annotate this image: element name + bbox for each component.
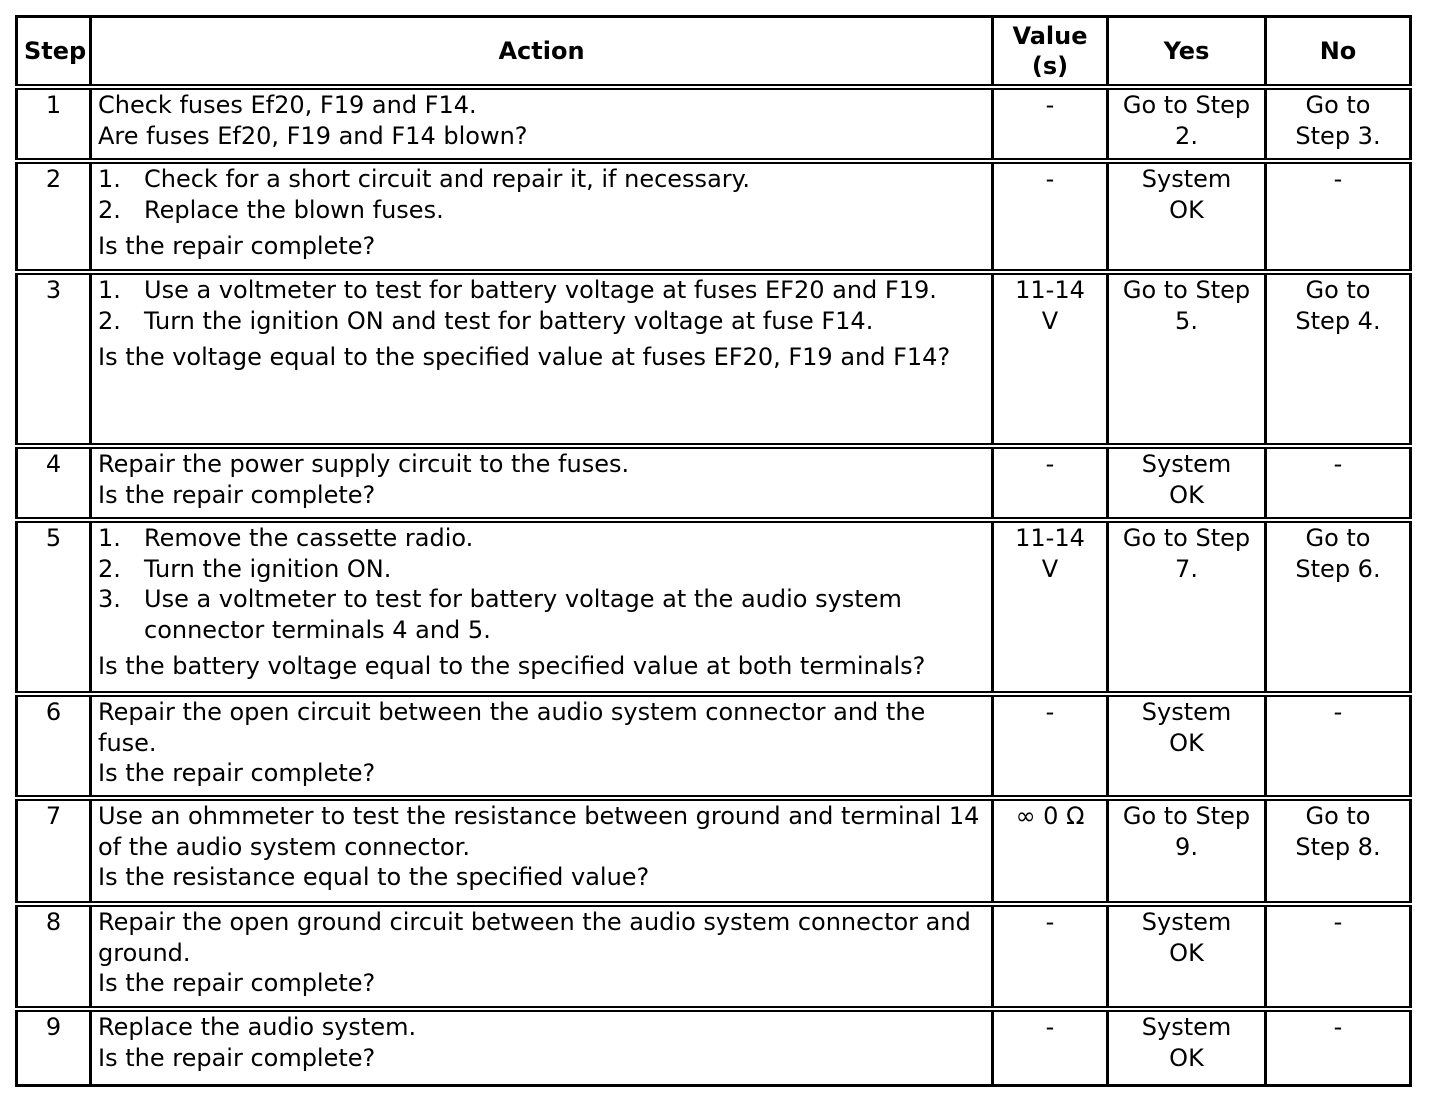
no-cell: Go to Step 3. <box>1266 87 1411 161</box>
table-row <box>17 446 1411 520</box>
table-body <box>17 87 1411 1085</box>
action-line: Are fuses Ef20, F19 and F14 blown? <box>98 121 528 150</box>
table-row <box>17 1009 1411 1085</box>
value-cell: - <box>993 694 1108 798</box>
action-line: Is the repair complete? <box>98 969 376 997</box>
yes-cell: System OK <box>1108 694 1266 798</box>
value-cell: ∞ 0 Ω <box>993 798 1108 904</box>
action-cell <box>91 904 993 1009</box>
action-list-item <box>98 164 985 195</box>
action-line: Use an ohmmeter to test the resistance between ground and terminal 14 of the audio system connector. <box>98 802 980 861</box>
list-item-number: 1. <box>98 524 121 552</box>
list-item-number: 2. <box>98 306 121 335</box>
yes-cell: Go to Step 7. <box>1108 520 1266 694</box>
no-cell: - <box>1266 446 1411 520</box>
action-question: Is the battery voltage equal to the specified value at both terminals? <box>98 652 926 680</box>
yes-cell: System OK <box>1108 1009 1266 1085</box>
header-value: Value (s) <box>993 17 1108 88</box>
value-cell: - <box>993 87 1108 161</box>
list-item-number: 1. <box>98 276 121 304</box>
value-cell: - <box>993 904 1108 1009</box>
yes-cell: System OK <box>1108 904 1266 1009</box>
action-cell <box>91 1009 993 1085</box>
action-cell <box>91 272 993 446</box>
no-cell: - <box>1266 161 1411 272</box>
step-cell: 9 <box>17 1009 91 1085</box>
action-cell <box>91 446 993 520</box>
list-item-text: Remove the cassette radio. <box>144 524 474 552</box>
action-line: Repair the power supply circuit to the fuses. <box>98 450 630 478</box>
action-list-item <box>98 195 985 226</box>
action-line: Repair the open circuit between the audio system connector and the fuse. <box>98 698 926 757</box>
action-question: Is the voltage equal to the specified value at fuses EF20, F19 and F14? <box>98 343 951 371</box>
action-line: Is the repair complete? <box>98 480 376 509</box>
table-row <box>17 798 1411 904</box>
no-cell: - <box>1266 904 1411 1009</box>
value-cell: - <box>993 446 1108 520</box>
value-cell: 11-14 V <box>993 272 1108 446</box>
list-item-text: Use a voltmeter to test for battery voltage at fuses EF20 and F19. <box>144 276 937 304</box>
no-cell: - <box>1266 1009 1411 1085</box>
table-row <box>17 87 1411 161</box>
no-cell: Go to Step 8. <box>1266 798 1411 904</box>
action-line: Replace the audio system. <box>98 1013 417 1041</box>
step-cell: 1 <box>17 87 91 161</box>
action-cell <box>91 694 993 798</box>
action-line: Repair the open ground circuit between the audio system connector and ground. <box>98 908 971 967</box>
no-cell: - <box>1266 694 1411 798</box>
action-list-item <box>98 584 985 645</box>
value-cell: 11-14 V <box>993 520 1108 694</box>
action-cell <box>91 161 993 272</box>
yes-cell: System OK <box>1108 161 1266 272</box>
yes-cell: Go to Step 2. <box>1108 87 1266 161</box>
header-step: Step <box>17 17 91 88</box>
no-cell: Go to Step 4. <box>1266 272 1411 446</box>
list-item-text: Check for a short circuit and repair it, if necessary. <box>144 165 751 193</box>
header-row <box>17 17 1411 88</box>
list-item-text: Replace the blown fuses. <box>144 195 444 224</box>
list-item-text: Turn the ignition ON and test for battery voltage at fuse F14. <box>144 306 874 335</box>
action-line: Is the repair complete? <box>98 1043 376 1072</box>
action-line: Is the resistance equal to the specified value? <box>98 863 650 891</box>
action-cell <box>91 798 993 904</box>
list-item-number: 3. <box>98 585 121 613</box>
value-cell: - <box>993 161 1108 272</box>
step-cell: 3 <box>17 272 91 446</box>
step-cell: 4 <box>17 446 91 520</box>
step-cell: 2 <box>17 161 91 272</box>
table-row <box>17 520 1411 694</box>
action-line: Is the repair complete? <box>98 759 376 787</box>
table-row <box>17 161 1411 272</box>
header-no: No <box>1266 17 1411 88</box>
value-cell: - <box>993 1009 1108 1085</box>
no-cell: Go to Step 6. <box>1266 520 1411 694</box>
table-row <box>17 272 1411 446</box>
step-cell: 8 <box>17 904 91 1009</box>
list-item-text: Use a voltmeter to test for battery voltage at the audio system connector terminals 4 and 5. <box>144 585 902 644</box>
table-row <box>17 694 1411 798</box>
header-yes: Yes <box>1108 17 1266 88</box>
yes-cell: Go to Step 9. <box>1108 798 1266 904</box>
action-cell <box>91 520 993 694</box>
action-line: Check fuses Ef20, F19 and F14. <box>98 91 477 119</box>
yes-cell: Go to Step 5. <box>1108 272 1266 446</box>
header-action: Action <box>91 17 993 88</box>
action-question: Is the repair complete? <box>98 232 376 260</box>
list-item-number: 2. <box>98 554 121 583</box>
diagnostic-table <box>15 15 1412 1087</box>
step-cell: 6 <box>17 694 91 798</box>
list-item-text: Turn the ignition ON. <box>144 554 392 583</box>
action-cell <box>91 87 993 161</box>
action-list-item <box>98 523 985 554</box>
yes-cell: System OK <box>1108 446 1266 520</box>
list-item-number: 2. <box>98 195 121 224</box>
list-item-number: 1. <box>98 165 121 193</box>
action-list-item <box>98 306 985 337</box>
action-list-item <box>98 275 985 306</box>
table-row <box>17 904 1411 1009</box>
step-cell: 7 <box>17 798 91 904</box>
step-cell: 5 <box>17 520 91 694</box>
action-list-item <box>98 554 985 585</box>
